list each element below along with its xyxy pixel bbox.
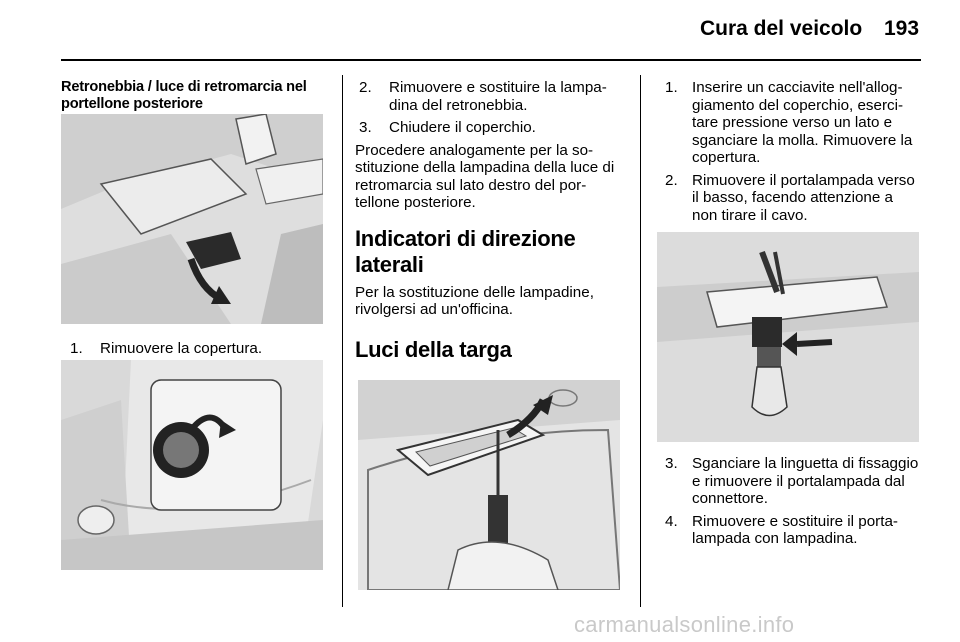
step-1-remove-cover: 1. Rimuovere la copertura. [70, 340, 263, 357]
column-3 [657, 79, 922, 224]
column-2 [355, 79, 625, 363]
column-divider-2 [640, 75, 641, 607]
running-header-title: Cura del veicolo [700, 17, 863, 40]
section-heading-fog-light: Retronebbia / luce di retromarcia nel portellone posteriore [61, 79, 307, 112]
page-number: 193 [884, 17, 920, 40]
figure-lamp-holder [657, 232, 919, 442]
step-1-insert-screwdriver: 1. Inserire un cacciavite nell'alloggiamento del coperchio, esercitare pressione verso un lato e sganciare la molla. Rimuovere la copertura. [665, 79, 913, 166]
step-2-replace-fog-bulb: 2. Rimuovere e sostituire la lampadina del retronebbia. [359, 79, 607, 114]
header-rule [61, 59, 921, 61]
heading-license-plate-lights: Luci della targa [355, 336, 512, 362]
watermark: carmanualsonline.info [574, 612, 795, 637]
figure-fog-light-bulb [61, 360, 323, 570]
step-4-replace-lamp-holder: 4. Rimuovere e sostituire il portalampada con lampadina. [665, 512, 898, 547]
figure-tailgate-cover [61, 114, 323, 324]
paragraph-side-indicators: Per la sostituzione delle lampadine, rivolgersi ad un'officina. [355, 283, 594, 318]
column-divider-1 [342, 75, 343, 607]
column-1 [61, 79, 327, 112]
figure-plate-light-screwdriver [358, 380, 620, 590]
step-2-remove-lamp-holder: 2. Rimuovere il portalampada verso il basso, facendo attenzione a non tirare il cavo. [665, 171, 915, 224]
step-3-release-tab: 3. Sganciare la linguetta di fissaggio e rimuovere il portalampada dal connettore. [665, 455, 919, 507]
step-3-close-cover: 3. Chiudere il coperchio. [359, 119, 536, 136]
heading-side-indicators: Indicatori di direzione laterali [355, 225, 576, 277]
paragraph-reverse-light: Procedere analogamente per la sostituzione della lampadina della luce di retromarcia sul lato destro del portellone posteriore. [355, 141, 615, 211]
